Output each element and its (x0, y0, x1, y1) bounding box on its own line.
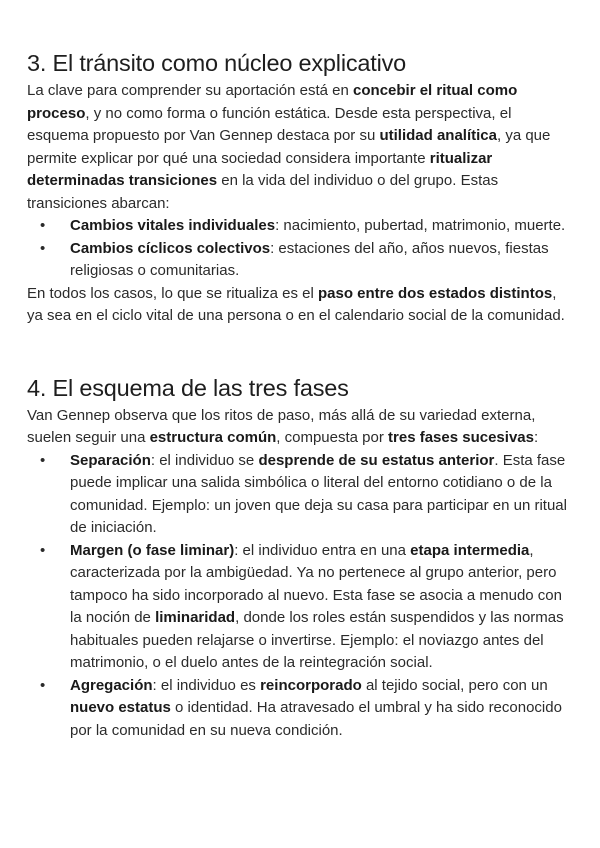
list-item-margen (27, 540, 573, 675)
text-run: , y no como forma o función estática. Desde esta perspectiva, el esquema propuesto por Van Gennep destaca por su (27, 104, 512, 144)
section-gap (27, 328, 573, 373)
section-3-heading: 3. El tránsito como núcleo explicativo (27, 50, 407, 76)
bold-run: utilidad analítica (379, 127, 497, 144)
text-run: : nacimiento, pubertad, matrimonio, muerte. (275, 217, 566, 234)
bold-run: ritualizar determinadas transiciones (27, 149, 493, 189)
bold-run: liminaridad (155, 609, 236, 626)
bold-run: etapa intermedia (410, 541, 530, 559)
text-run: Van Gennep observa que los ritos de paso, más allá de su variedad externa, suelen seguir una (27, 406, 536, 446)
text-run: : el individuo es (152, 676, 261, 694)
bold-run: tres fases sucesivas (388, 429, 534, 446)
bold-run: Cambios cíclicos colectivos (70, 239, 271, 257)
section-3-closing (27, 283, 573, 328)
text-run: : estaciones del año, años nuevos, fiestas religiosas o comunitarias. (70, 239, 549, 279)
text-run: : (533, 429, 539, 446)
bold-run: Cambios vitales individuales (70, 217, 276, 234)
section-3-list (27, 215, 573, 283)
bold-run: reincorporado (260, 676, 362, 694)
section-4-intro (27, 405, 573, 450)
bullet: • (40, 676, 46, 694)
bold-run: desprende de su estatus anterior (258, 451, 495, 469)
text-run: : el individuo entra en una (234, 541, 411, 559)
section-4-list (27, 450, 573, 743)
text-run: en la vida del individuo o del grupo. Estas transiciones abarcan: (27, 172, 499, 212)
text-run: , donde los roles están suspendidos y las normas habituales pueden relajarse o invertirse. Ejemplo: el noviazgo antes del matrimonio, o el duelo antes de la reintegración social. (70, 609, 564, 671)
text-run: La clave para comprender su aportación está en (27, 82, 354, 99)
list-item-separacion (27, 450, 573, 540)
text-run: En todos los casos, lo que se ritualiza es el (27, 284, 318, 302)
list-item (27, 215, 573, 238)
bullet: • (40, 217, 46, 234)
bullet: • (40, 541, 46, 559)
list-item (27, 238, 573, 283)
section-3-intro (27, 80, 573, 215)
list-item-agregacion (27, 675, 573, 743)
bold-run: nuevo estatus (70, 699, 171, 716)
bold-run: paso entre dos estados distintos (318, 284, 553, 302)
text-run: o identidad. Ha atravesado el umbral y ha sido reconocido por la comunidad en su nueva condición. (70, 699, 562, 739)
text-run: : el individuo se (150, 451, 259, 469)
bullet: • (40, 239, 46, 257)
bold-run: Agregación (70, 676, 153, 694)
text-run: , ya sea en el ciclo vital de una persona o en el calendario social de la comunidad. (27, 284, 565, 324)
bold-run: concebir el ritual como proceso (27, 82, 518, 122)
text-run: al tejido social, pero con un (361, 676, 548, 694)
bullet: • (40, 451, 46, 469)
text-run: , compuesta por (276, 429, 389, 446)
bold-run: Margen (o fase liminar) (70, 541, 235, 559)
bold-run: Separación (70, 451, 151, 469)
section-4-heading: 4. El esquema de las tres fases (27, 374, 349, 401)
bold-run: estructura común (149, 429, 277, 446)
text-run: . Esta fase puede implicar una salida simbólica o literal del entorno cotidiano o de la comunidad. Ejemplo: un joven que deja su casa para participar en un ritual de iniciación. (70, 451, 567, 536)
text-run: , ya que permite explicar por qué una sociedad considera importante (27, 127, 551, 167)
text-run: , caracterizada por la ambigüedad. Ya no pertenece al grupo anterior, pero tampoco ha sido incorporado al nuevo. Esta fase se asocia a menudo con la noción de (70, 541, 562, 626)
